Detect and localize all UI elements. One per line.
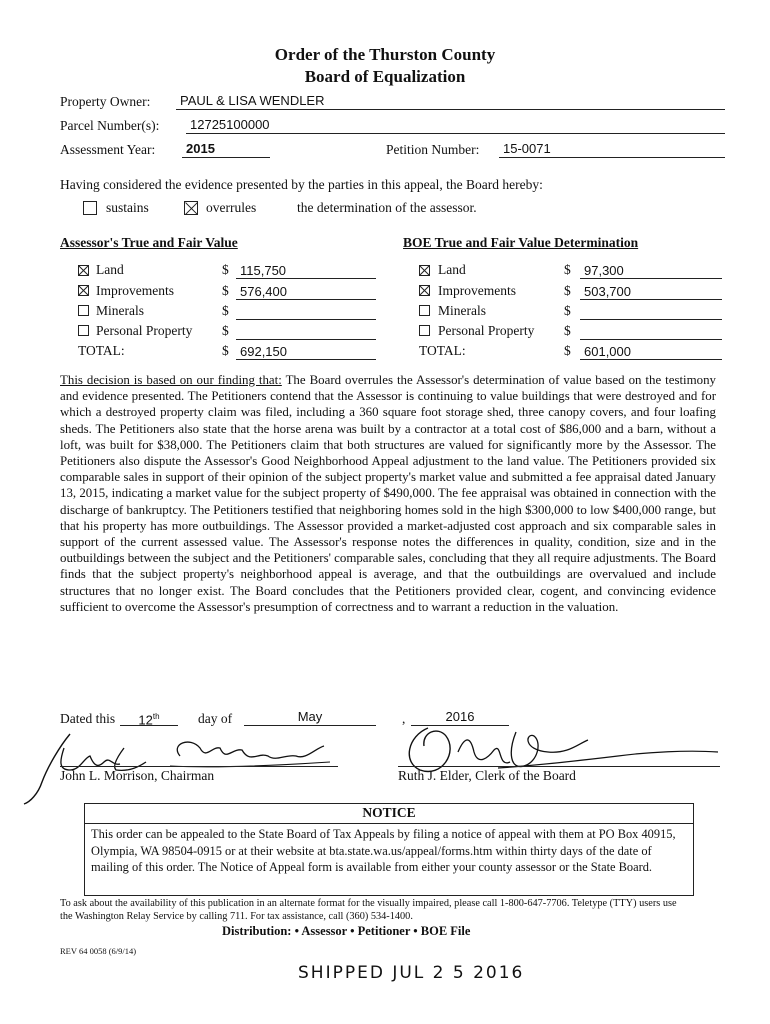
currency-sign: $ — [222, 283, 229, 298]
boe-total-value: 601,000 — [580, 344, 722, 360]
assessor-minerals-value — [236, 304, 376, 320]
overrules-checkbox[interactable] — [184, 201, 198, 215]
boe-minerals-value — [580, 304, 722, 320]
shipped-stamp: SHIPPED JUL 2 5 2016 — [298, 963, 525, 983]
assessor-minerals-checkbox[interactable] — [78, 305, 89, 316]
boe-improvements-label: Improvements — [438, 283, 516, 298]
currency-sign: $ — [564, 262, 571, 277]
currency-sign: $ — [222, 343, 229, 358]
dated-day-suffix: th — [152, 712, 160, 721]
distribution-line: Distribution: • Assessor • Petitioner • BOE File — [222, 924, 471, 938]
boe-improvements-value: 503,700 — [580, 284, 722, 300]
assessment-year-label: Assessment Year: — [60, 142, 156, 157]
assessor-improvements-checkbox[interactable] — [78, 285, 89, 296]
assessor-land-value: 115,750 — [236, 263, 376, 279]
document-title-line2: Board of Equalization — [304, 67, 466, 86]
owner-label: Property Owner: — [60, 94, 151, 109]
dated-year: 2016 — [411, 709, 509, 726]
overrules-label: overrules — [206, 200, 257, 215]
notice-text: This order can be appealed to the State Board of Tax Appeals by filing a notice of appeal with them at PO Box 40915, Olympia, WA 98504-0915 or at their website at bta.state.wa.us/appeal/forms.htm within thirty days of the date of mailing of this order. The Notice of Appeal form is available from either your county assessor or the State Board. — [91, 827, 676, 874]
decision-tail: the determination of the assessor. — [297, 200, 477, 215]
currency-sign: $ — [564, 283, 571, 298]
dated-day-number: 12 — [138, 712, 153, 728]
petition-number-label: Petition Number: — [386, 142, 480, 157]
boe-total-label: TOTAL: — [419, 343, 466, 358]
assessor-personal-property-checkbox[interactable] — [78, 325, 89, 336]
assessor-land-label: Land — [96, 262, 124, 277]
boe-land-value: 97,300 — [580, 263, 722, 279]
sustains-label: sustains — [106, 200, 149, 215]
boe-personal-property-value — [580, 324, 722, 340]
boe-land-label: Land — [438, 262, 466, 277]
boe-land-checkbox[interactable] — [419, 265, 430, 276]
currency-sign: $ — [564, 343, 571, 358]
owner-value: PAUL & LISA WENDLER — [176, 93, 725, 110]
chair-signature-line — [60, 766, 338, 767]
assessor-total-label: TOTAL: — [78, 343, 125, 358]
intro-text: Having considered the evidence presented by the parties in this appeal, the Board hereby: — [60, 177, 543, 192]
clerk-signature-line — [398, 766, 720, 767]
notice-box — [84, 803, 694, 896]
parcel-value: 12725100000 — [186, 117, 725, 134]
assessor-personal-property-value — [236, 324, 376, 340]
assessor-improvements-label: Improvements — [96, 283, 174, 298]
document-title-line1: Order of the Thurston County — [274, 45, 496, 64]
finding-paragraph — [60, 372, 716, 615]
finding-text: The Board overrules the Assessor's determination of value based on the testimony and evidence presented. The Petitioners contend that the Assessor is continuing to value buildings that were destroyed and for which a destroyed property claim was filed, including a 360 square foot storage shed, three canopy covers, and four loafing sheds. The Petitioners also state that the horse arena was built by a contractor at a total cost of $86,000 and a barn, without a loft, was built for $38,000. The Petitioners claim that both structures are valued for significantly more by the Assessor. The Petitioners also dispute the Assessor's Good Neighborhood Appeal adjustment to the land value. The Petitioners provided six comparable sales in support of their opinion of the subject property's market value and submitted a fee appraisal dated January 13, 2015, indicating a market value for the subject property of $490,000. The fee appraisal was obtained in connection with the discharge of bankruptcy. The Petitioners testified that neighboring homes sold in the high $300,000 to low $400,000 range, but that his property has more outbuildings. The Assessor provided a market-adjusted cost approach and six comparable sales in support of the current assessed value. The Assessor's response notes the differences in quality, condition, size and in the outbuildings between the subject and the Petitioners' comparable sales, concluding that they all require adjustments. The Board finds that the subject property's neighborhood appeal is average, and that the outbuildings are overvalued and include structures that no longer exist. The Board concludes that the Petitioners provided clear, cogent, and convincing evidence sufficient to overcome the Assessor's presumption of correctness and to warrant a reduction in the valuation. — [60, 373, 716, 614]
currency-sign: $ — [564, 303, 571, 318]
assessor-minerals-label: Minerals — [96, 303, 144, 318]
dated-day-of: day of — [198, 711, 233, 726]
clerk-name: Ruth J. Elder, Clerk of the Board — [398, 768, 576, 783]
boe-personal-property-checkbox[interactable] — [419, 325, 430, 336]
accessibility-note: To ask about the availability of this publication in an alternate format for the visually impaired, please call 1-800-647-7706. Teletype (TTY) users use the Washington Relay Service by calling 711. For tax assistance, call (360) 534-1400. — [60, 898, 677, 922]
dated-comma: , — [402, 711, 406, 726]
notice-divider — [85, 823, 693, 824]
assessor-land-checkbox[interactable] — [78, 265, 89, 276]
notice-title: NOTICE — [362, 805, 416, 820]
assessor-header: Assessor's True and Fair Value — [60, 235, 238, 250]
petition-number-value: 15-0071 — [499, 141, 725, 158]
assessor-total-value: 692,150 — [236, 344, 376, 360]
assessor-improvements-value: 576,400 — [236, 284, 376, 300]
finding-lead: This decision is based on our finding that: — [60, 373, 282, 387]
assessor-personal-property-label: Personal Property — [96, 323, 193, 338]
dated-month: May — [244, 709, 376, 726]
currency-sign: $ — [222, 262, 229, 277]
dated-prefix: Dated this — [60, 711, 116, 726]
revision-code: REV 64 0058 (6/9/14) — [60, 946, 137, 956]
boe-minerals-checkbox[interactable] — [419, 305, 430, 316]
boe-minerals-label: Minerals — [438, 303, 486, 318]
boe-improvements-checkbox[interactable] — [419, 285, 430, 296]
currency-sign: $ — [222, 323, 229, 338]
chair-name: John L. Morrison, Chairman — [60, 768, 215, 783]
dated-day — [120, 709, 178, 726]
parcel-label: Parcel Number(s): — [60, 118, 160, 133]
boe-header: BOE True and Fair Value Determination — [403, 235, 639, 250]
boe-personal-property-label: Personal Property — [438, 323, 535, 338]
sustains-checkbox[interactable] — [83, 201, 97, 215]
currency-sign: $ — [564, 323, 571, 338]
currency-sign: $ — [222, 303, 229, 318]
assessment-year-value: 2015 — [182, 141, 270, 158]
